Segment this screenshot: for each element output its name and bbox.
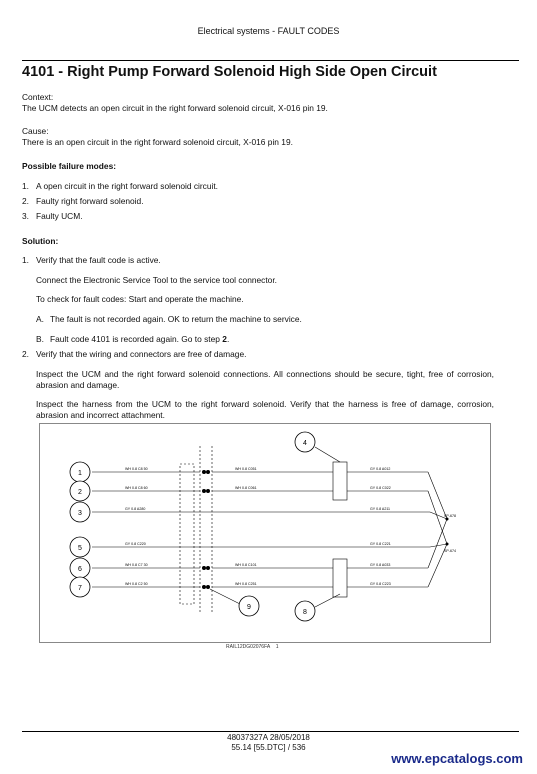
watermark: www.epcatalogs.com [391,751,523,766]
footer-rule [22,731,519,732]
splice-label-1: SP-678 [444,514,456,518]
step-1-b-period: . [226,334,230,344]
running-header: Electrical systems - FAULT CODES [197,26,340,36]
splice-label-2: SP-674 [444,549,456,553]
figure-caption-id: RAIL12DG02076FA [226,644,271,650]
failure-mode-3: Faulty UCM. [36,211,83,221]
failure-mode-num-1: 1. [22,181,29,191]
step-1-num: 1. [22,255,29,265]
callout-7-label: 7 [78,585,82,592]
step-1-b [50,334,229,345]
footer-page: 55.14 [55.DTC] / 536 [231,743,306,752]
step-2: Verify that the wiring and connectors are free of damage. [36,349,247,359]
callout-4-label: 4 [303,440,307,447]
step-1-a-num: A. [36,314,44,324]
solution-label: Solution: [22,236,59,246]
footer-doc: 48037327A 28/05/2018 [227,733,310,742]
context-label: Context: [22,92,54,102]
step-2-para-1: Inspect the UCM and the right forward solenoid connections. All connections should be secure, tight, free of corrosion, abrasion and damage. [36,369,494,390]
failure-modes-label: Possible failure modes: [22,161,117,171]
cause-text: There is an open circuit in the right forward solenoid circuit, X-016 pin 19. [22,136,293,147]
cause-section [22,126,293,147]
step-1-para-2: To check for fault codes: Start and operate the machine. [36,294,244,304]
figure-caption [226,644,279,650]
step-2-num: 2. [22,349,29,359]
context-section [22,92,328,113]
wire-label-right-3: GY 0.8 A211 [370,507,391,511]
callout-5-label: 5 [78,545,82,552]
wire-label-right-2: GY 0.8 C022 [370,486,391,490]
wire-label-right-5: GY 0.8 A033 [370,563,391,567]
cause-label: Cause: [22,126,49,136]
callout-3-label: 3 [78,510,82,517]
callout-2-label: 2 [78,489,82,496]
failure-mode-num-2: 2. [22,196,29,206]
wire-label-right-1: GY 0.8 A012 [370,467,391,471]
wire-label-left-3: GY 0.8 A280 [125,507,146,511]
wire-label-right-6: GY 0.8 C223 [370,582,391,586]
failure-mode-2: Faulty right forward solenoid. [36,196,144,206]
step-1-para-1: Connect the Electronic Service Tool to the service tool connector. [36,275,277,285]
step-1-b-num: B. [36,334,44,344]
wiring-diagram-svg [40,424,490,642]
footer [0,733,537,753]
step-1: Verify that the fault code is active. [36,255,161,265]
callout-6-label: 6 [78,566,82,573]
wiring-diagram [39,423,491,643]
wire-label-left-5: WH 0.8 C7 30 [125,563,148,567]
wire-label-right-4: GY 0.8 C221 [370,542,391,546]
step-2-para-2: Inspect the harness from the UCM to the right forward solenoid. Verify that the harness is free of damage, corrosion, abrasion and incorrect attachment. [36,399,494,420]
context-text: The UCM detects an open circuit in the right forward solenoid circuit, X-016 pin 19. [22,102,328,113]
wire-label-mid-1: WH 0.8 C051 [235,467,257,471]
wire-label-left-2: WH 0.8 C8 60 [125,486,148,490]
page-title: 4101 - Right Pump Forward Solenoid High Side Open Circuit [22,60,519,80]
wire-label-left-4: GY 0.8 C220 [125,542,146,546]
step-1-a: The fault is not recorded again. OK to return the machine to service. [50,314,302,324]
callout-9-label: 9 [247,604,251,611]
figure-caption-num: 1 [275,644,279,650]
wire-label-left-6: WH 0.8 C2 50 [125,582,148,586]
failure-mode-num-3: 3. [22,211,29,221]
failure-mode-1: A open circuit in the right forward solenoid circuit. [36,181,219,191]
wire-label-mid-3: WH 0.8 C101 [235,563,257,567]
wire-label-mid-2: WH 0.8 C061 [235,486,257,490]
callout-8-label: 8 [303,609,307,616]
step-1-b-text: Fault code 4101 is recorded again. Go to step [50,334,223,344]
step-2-link[interactable]: 2 [222,334,227,344]
wire-label-mid-4: WH 0.8 C251 [235,582,257,586]
callout-1-label: 1 [78,470,82,477]
wire-label-left-1: WH 0.8 C8 50 [125,467,148,471]
